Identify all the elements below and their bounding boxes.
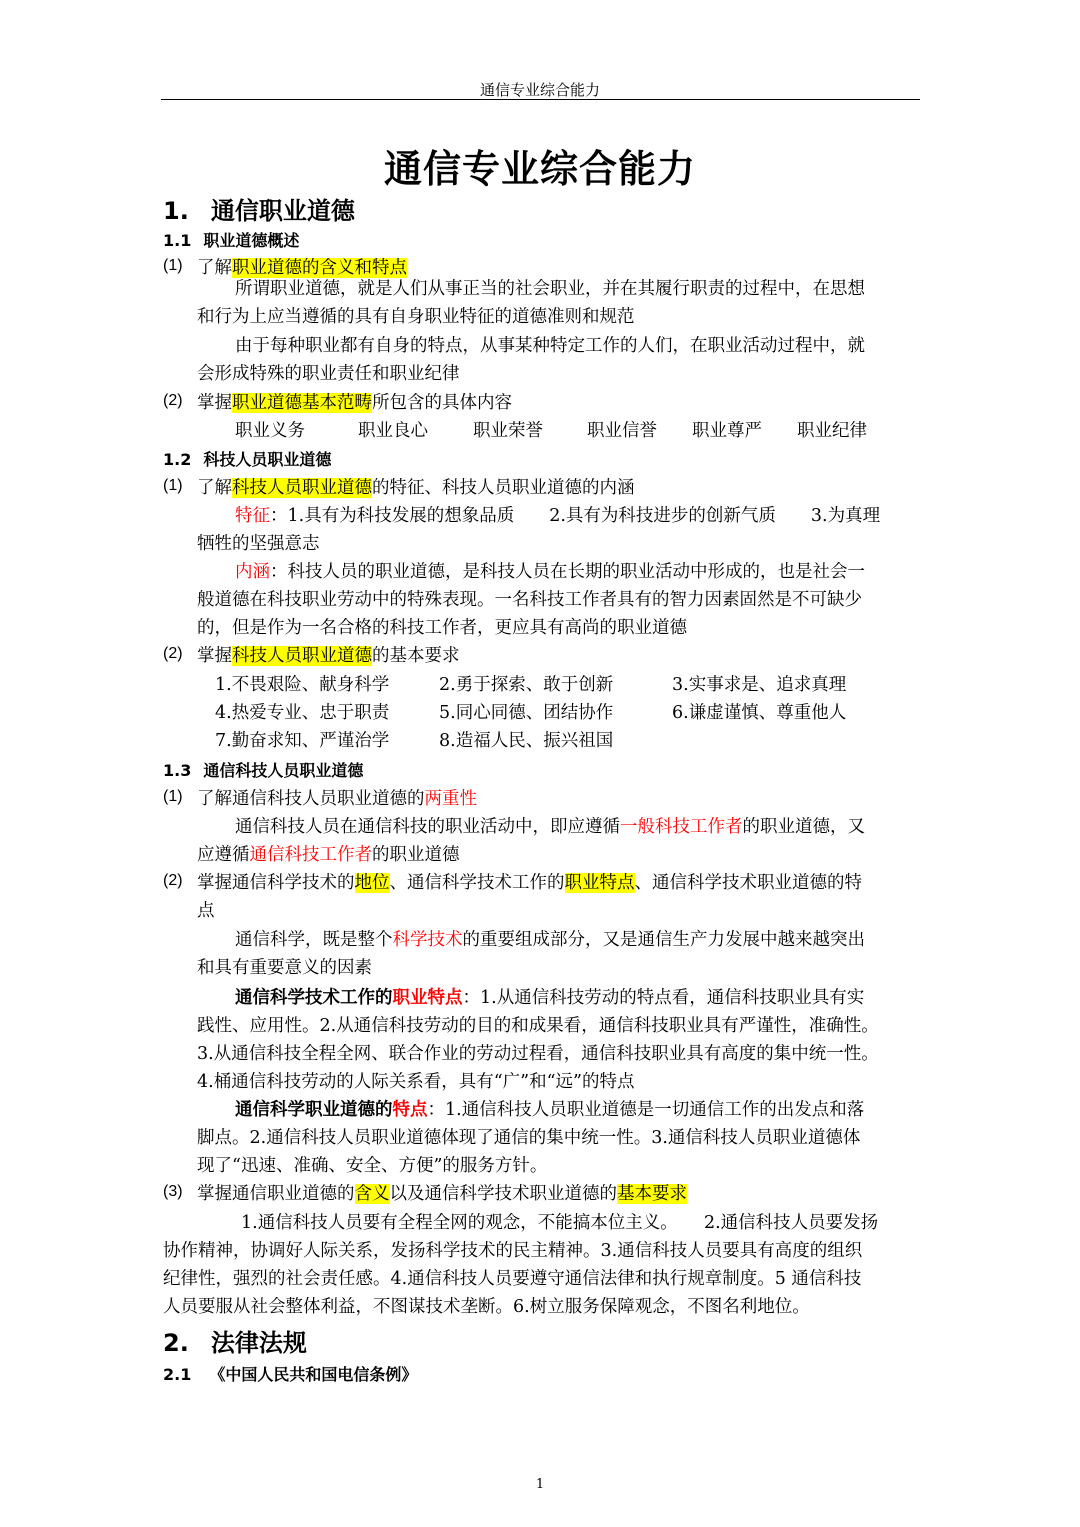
list-label: (3) (163, 1183, 183, 1200)
subsection-title: 科技人员职业道德 (203, 450, 332, 469)
highlight: 含义 (354, 1184, 390, 1204)
list-label: (2) (163, 872, 183, 889)
highlight: 职业道德的含义和特点 (232, 258, 407, 278)
paragraph-line: 践性、应用性。2.从通信科技劳动的目的和成果看，通信科技职业具有严谨性，准确性。 (197, 1016, 879, 1036)
list-label: (2) (163, 392, 183, 409)
running-header: 通信专业综合能力 (479, 81, 600, 99)
list-item: 了解科技人员职业道德的特征、科技人员职业道德的内涵 (197, 478, 635, 498)
subsection-number: 1.1 (163, 231, 192, 250)
subsection-title: 职业道德概述 (203, 231, 300, 250)
red-term: 特点 (392, 1100, 428, 1120)
category-item: 职业尊严 (692, 421, 762, 441)
paragraph-line: 应遵循通信科技工作者的职业道德 (197, 845, 460, 865)
requirement-item: 8.造福人民、振兴祖国 (439, 731, 614, 751)
red-term: 通信科技工作者 (249, 845, 372, 865)
paragraph-line: 现了“迅速、准确、安全、方便”的服务方针。 (197, 1156, 548, 1176)
bold-lead: 通信科学职业道德的 (235, 1100, 393, 1120)
list-label: (1) (163, 788, 183, 805)
category-item: 职业信誉 (587, 421, 657, 441)
requirement-item: 4.热爱专业、忠于职责 (215, 703, 390, 723)
subsection-number: 2.1 (163, 1365, 192, 1384)
paragraph-line: 由于每种职业都有自身的特点，从事某种特定工作的人们，在职业活动过程中，就 (235, 336, 865, 356)
requirement-item: 2.勇于探索、敢于创新 (439, 675, 614, 695)
requirement-item: 3.实事求是、追求真理 (672, 675, 847, 695)
section-number: 1. (163, 197, 189, 225)
subsection-number: 1.2 (163, 450, 192, 469)
list-item: 了解职业道德的含义和特点 (197, 258, 407, 278)
subsection-1-2-heading (163, 447, 331, 470)
paragraph-line: 1.通信科技人员要有全程全网的观念，不能搞本位主义。 2.通信科技人员要发扬 (241, 1213, 879, 1233)
paragraph-line: 通信科学技术工作的职业特点：1.从通信科技劳动的特点看，通信科技职业具有实 (235, 988, 865, 1008)
paragraph-line: 的，但是作为一名合格的科技工作者，更应具有高尚的职业道德 (197, 618, 687, 638)
requirement-item: 6.谦虚谨慎、尊重他人 (672, 703, 847, 723)
paragraph-line: 特征：1.具有为科技发展的想象品质 2.具有为科技进步的创新气质 3.为真理 (235, 506, 881, 526)
paragraph-line: 通信科学职业道德的特点：1.通信科技人员职业道德是一切通信工作的出发点和落 (235, 1100, 865, 1120)
paragraph-line: 协作精神，协调好人际关系，发扬科学技术的民主精神。3.通信科技人员要具有高度的组织 (163, 1241, 863, 1261)
subsection-1-3-heading (163, 758, 363, 781)
paragraph-line: 通信科技人员在通信科技的职业活动中，即应遵循一般科技工作者的职业道德，又 (235, 817, 865, 837)
subsection-2-1-heading (163, 1362, 417, 1385)
paragraph-line: 3.从通信科技全程全网、联合作业的劳动过程看，通信科技职业具有高度的集中统一性。 (197, 1044, 879, 1064)
category-item: 职业良心 (358, 421, 428, 441)
paragraph-line: 所谓职业道德，就是人们从事正当的社会职业，并在其履行职责的过程中，在思想 (235, 279, 865, 299)
header-rule (161, 99, 920, 100)
subsection-title: 《中国人民共和国电信条例》 (209, 1365, 418, 1384)
paragraph-line: 人员要服从社会整体利益，不图谋技术垄断。6.树立服务保障观念，不图名利地位。 (163, 1297, 810, 1317)
paragraph-line: 般道德在科技职业劳动中的特殊表现。一名科技工作者具有的智力因素固然是不可缺少 (197, 590, 862, 610)
paragraph-line: 会形成特殊的职业责任和职业纪律 (197, 364, 460, 384)
list-label: (2) (163, 645, 183, 662)
highlight: 科技人员职业道德 (232, 478, 372, 498)
highlight: 职业道德基本范畴 (232, 393, 372, 413)
bold-lead: 通信科学技术工作的 (235, 988, 393, 1008)
highlight: 职业特点 (564, 873, 635, 893)
paragraph-line: 牺牲的坚强意志 (197, 534, 320, 554)
section-title: 通信职业道德 (210, 197, 355, 225)
list-item: 掌握科技人员职业道德的基本要求 (197, 646, 460, 666)
list-item: 掌握通信科学技术的地位、通信科学技术工作的职业特点、通信科学技术职业道德的特 (197, 873, 862, 893)
document-title: 通信专业综合能力 (383, 147, 696, 191)
paragraph-line: 和行为上应当遵循的具有自身职业特征的道德准则和规范 (197, 307, 635, 327)
list-item: 掌握通信职业道德的含义以及通信科学技术职业道德的基本要求 (197, 1184, 687, 1204)
highlight: 基本要求 (617, 1184, 687, 1204)
page-number: 1 (535, 1477, 545, 1492)
requirement-item: 1.不畏艰险、献身科学 (215, 675, 390, 695)
section-number: 2. (163, 1329, 189, 1357)
list-label: (1) (163, 257, 183, 274)
category-item: 职业荣誉 (473, 421, 543, 441)
highlight: 科技人员职业道德 (232, 646, 372, 666)
red-term: 一般科技工作者 (620, 817, 743, 837)
subsection-title: 通信科技人员职业道德 (203, 761, 364, 780)
requirement-item: 7.勤奋求知、严谨治学 (215, 731, 390, 751)
category-item: 职业纪律 (797, 421, 867, 441)
red-term: 两重性 (424, 789, 477, 809)
paragraph-line: 纪律性，强烈的社会责任感。4.通信科技人员要遵守通信法律和执行规章制度。5 通信科技 (163, 1269, 862, 1289)
requirement-item: 5.同心同德、团结协作 (439, 703, 614, 723)
paragraph-line: 和具有重要意义的因素 (197, 958, 372, 978)
section-2-heading (163, 1323, 307, 1358)
paragraph-line: 4.桶通信科技劳动的人际关系看，具有“广”和“远”的特点 (197, 1072, 635, 1092)
section-title: 法律法规 (210, 1329, 307, 1357)
subsection-number: 1.3 (163, 761, 192, 780)
red-term: 科学技术 (392, 930, 463, 950)
paragraph-line: 内涵：科技人员的职业道德，是科技人员在长期的职业活动中形成的，也是社会一 (235, 562, 865, 582)
list-item: 掌握职业道德基本范畴所包含的具体内容 (197, 393, 512, 413)
list-label: (1) (163, 477, 183, 494)
paragraph-line: 脚点。2.通信科技人员职业道德体现了通信的集中统一性。3.通信科技人员职业道德体 (197, 1128, 861, 1148)
subsection-1-1-heading (163, 228, 299, 251)
paragraph-line: 通信科学，既是整个科学技术的重要组成部分，又是通信生产力发展中越来越突出 (235, 930, 865, 950)
section-1-heading (163, 191, 355, 226)
red-label: 内涵 (235, 562, 270, 582)
list-item: 了解通信科技人员职业道德的两重性 (197, 789, 477, 809)
red-term: 职业特点 (392, 988, 463, 1008)
paragraph-line: 点 (197, 901, 215, 921)
highlight: 地位 (354, 873, 390, 893)
red-label: 特征 (235, 506, 270, 526)
category-item: 职业义务 (235, 421, 305, 441)
